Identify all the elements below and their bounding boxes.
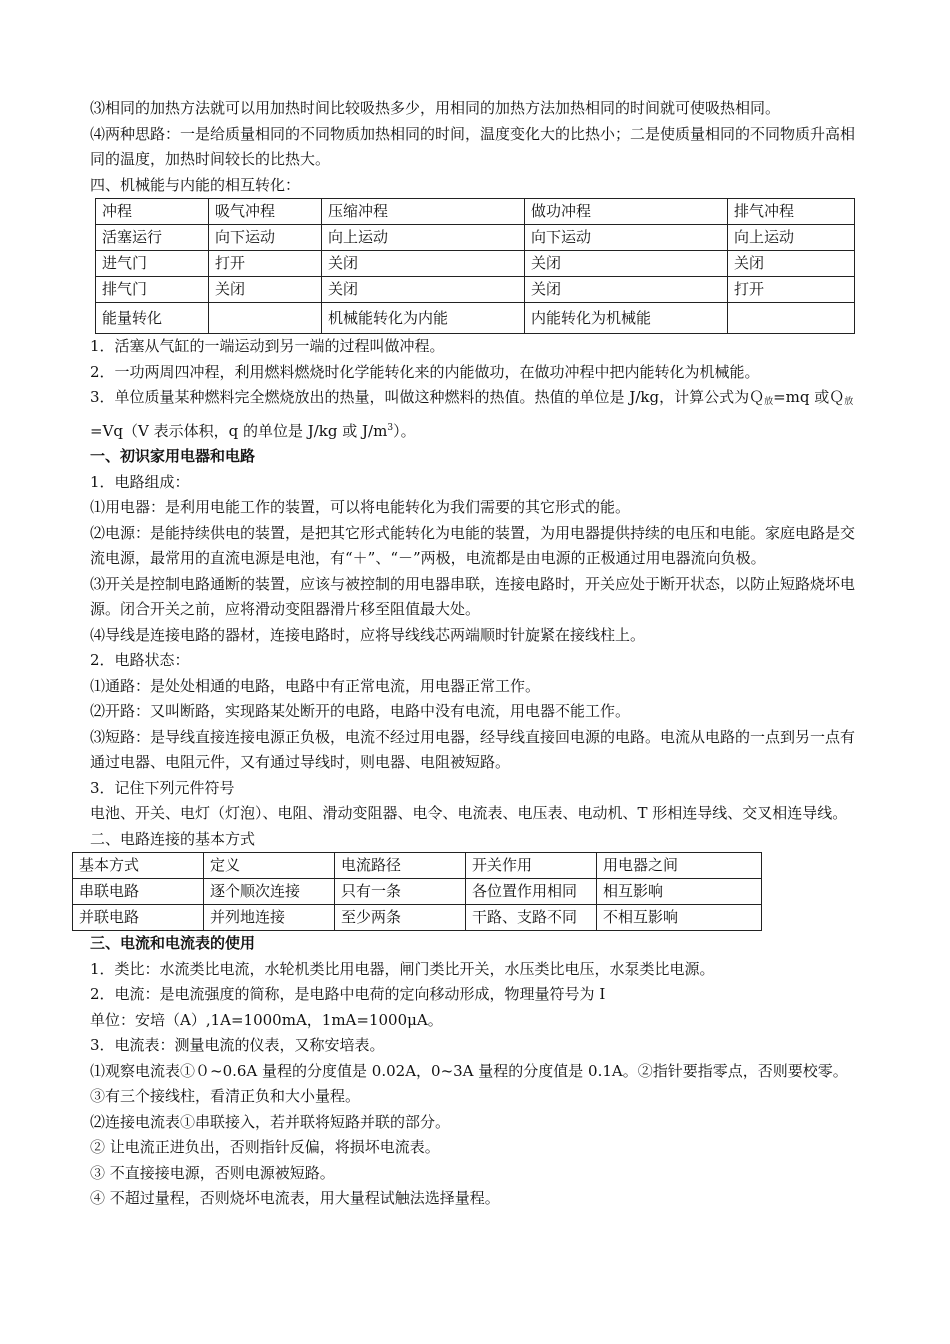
table-cell: 向下运动 [525,225,728,251]
table-cell: 不相互影响 [597,905,762,931]
table-cell: 相互影响 [597,879,762,905]
subscript: 放 [764,397,774,407]
table-cell: 开关作用 [466,853,597,879]
section-heading: 四、机械能与内能的相互转化： [90,175,301,194]
table-cell: 关闭 [209,277,322,303]
section-heading: 一、初识家用电器和电路 [90,447,256,465]
table-cell: 打开 [728,277,855,303]
table-cell: 关闭 [322,251,525,277]
table-cell: 内能转化为机械能 [525,303,728,334]
table-cell: 向上运动 [728,225,855,251]
table-row [96,277,855,303]
text-run: 3．单位质量某种燃料完全燃烧放出的热量，叫做这种燃料的热值。热值的单位是 J/kg，计算公式为Ｑ [90,388,765,406]
table-cell: 至少两条 [335,905,466,931]
table-cell: 关闭 [728,251,855,277]
subscript: 放 [844,397,854,407]
paragraph: ⑷两种思路：一是给质量相同的不同物质加热相同的时间，温度变化大的比热小；二是使质量相同的不同物质升高相同的温度，加热时间较长的比热大。 [90,124,856,168]
table-cell: 吸气冲程 [209,199,322,225]
section-top [90,96,862,198]
paragraph: 1．电路组成： [90,472,190,491]
paragraph: ⑷导线是连接电路的器材，连接电路时，应将导线线芯两端顺时针旋紧在接线柱上。 [90,625,646,644]
paragraph: ② 让电流正进负出，否则指针反偏，将损坏电流表。 [90,1138,440,1156]
paragraph: 2．电流：是电流强度的简称，是电路中电荷的定向移动形成，物理量符号为 I [90,985,606,1003]
table-cell: 定义 [204,853,335,879]
paragraph: ③ 不直接接电源，否则电源被短路。 [90,1163,335,1182]
text-run: =mq 或Ｑ [773,388,845,406]
table-cell: 只有一条 [335,879,466,905]
table-cell: 串联电路 [73,879,204,905]
table-cell: 逐个顺次连接 [204,879,335,905]
text-run: =Vq（V 表示体积，q 的单位是 J/kg 或 J/m [90,421,388,440]
paragraph: ⑵开路：又叫断路，实现路某处断开的电路，电路中没有电流，用电器不能工作。 [90,702,631,720]
section-mid [90,334,862,444]
table-cell: 关闭 [322,277,525,303]
paragraph: 单位：安培（A）,1A=1000mA，1mA=1000μA。 [90,1010,443,1029]
table-cell: 关闭 [525,251,728,277]
table-cell: 电流路径 [335,853,466,879]
superscript: 3 [387,422,394,433]
table-row [73,879,762,905]
table-cell: 排气冲程 [728,199,855,225]
paragraph: 2．一功两周四冲程，利用燃料燃烧时化学能转化来的内能做功，在做功冲程中把内能转化为机械能。 [90,362,760,381]
table-cell: 用电器之间 [597,853,762,879]
table-cell: 冲程 [96,199,209,225]
table-cell: 并列地连接 [204,905,335,931]
table-cell: 基本方式 [73,853,204,879]
table-cell: 活塞运行 [96,225,209,251]
paragraph: 1．活塞从气缸的一端运动到另一端的过程叫做冲程。 [90,337,445,355]
table-cell: 并联电路 [73,905,204,931]
table-row [96,199,855,225]
table-cell: 打开 [209,251,322,277]
paragraph: 1．类比：水流类比电流，水轮机类比用电器，闸门类比开关，水压类比电压，水泵类比电源。 [90,959,715,978]
heat-value-paragraph [90,385,862,444]
paragraph: 2．电路状态： [90,651,190,669]
table-cell: 关闭 [525,277,728,303]
paragraph: ⑵电源：是能持续供电的装置，是把其它形式能转化为电能的装置，为用电器提供持续的电压和电能。家庭电路是交流电源，最常用的直流电源是电池，有“＋”、“－”两极，电流都是由电源的正极通过用电器流向负极。 [90,523,856,567]
paragraph: 3．记住下列元件符号 [90,778,235,797]
paragraph: ⑴用电器：是利用电能工作的装置，可以将电能转化为我们需要的其它形式的能。 [90,498,631,516]
table-cell: 干路、支路不同 [466,905,597,931]
stroke-table [95,198,855,334]
paragraph: ⑴观察电流表①０~0.6A 量程的分度值是 0.02A，0~3A 量程的分度值是 0.1A。②指针要指零点，否则要校零。③有三个接线柱，看清正负和大小量程。 [90,1061,848,1105]
paragraph: 二、电路连接的基本方式 [90,829,256,848]
table-cell: 做功冲程 [525,199,728,225]
table-row [96,303,855,334]
table-cell: 能量转化 [96,303,209,334]
connection-table [72,852,762,931]
section-circuit [90,444,862,852]
paragraph: ⑶短路：是导线直接连接电源正负极，电流不经过用电器，经导线直接回电源的电路。电流从电路的一点到另一点有通过电器、电阻元件，又有通过导线时，则电器、电阻被短路。 [90,727,856,771]
paragraph: 3．电流表：测量电流的仪表，又称安培表。 [90,1036,385,1054]
table-cell: 各位置作用相同 [466,879,597,905]
paragraph: ④ 不超过量程，否则烧坏电流表，用大量程试触法选择量程。 [90,1189,500,1207]
paragraph: ⑶开关是控制电路通断的装置，应该与被控制的用电器串联，连接电路时，开关应处于断开状态，以防止短路烧坏电源。闭合开关之前，应将滑动变阻器滑片移至阻值最大处。 [90,574,856,618]
paragraph: ⑴通路：是处处相通的电路，电路中有正常电流，用电器正常工作。 [90,676,541,695]
section-current [90,931,862,1212]
table-row [96,251,855,277]
text-run: ）。 [393,421,416,440]
paragraph: 电池、开关、电灯（灯泡）、电阻、滑动变阻器、电令、电流表、电压表、电动机、T 形相连导线、交叉相连导线。 [90,804,848,822]
section-heading: 三、电流和电流表的使用 [90,934,256,952]
paragraph: ⑶相同的加热方法就可以用加热时间比较吸热多少，用相同的加热方法加热相同的时间就可使吸热相同。 [90,99,781,117]
table-row [73,905,762,931]
table-cell: 向上运动 [322,225,525,251]
table-cell: 向下运动 [209,225,322,251]
table-cell [209,303,322,334]
table-cell: 压缩冲程 [322,199,525,225]
table-cell: 机械能转化为内能 [322,303,525,334]
table-cell [728,303,855,334]
document-page [79,96,862,1212]
table-cell: 进气门 [96,251,209,277]
paragraph: ⑵连接电流表①串联接入，若并联将短路并联的部分。 [90,1112,451,1131]
table-row [73,853,762,879]
table-cell: 排气门 [96,277,209,303]
table-row [96,225,855,251]
